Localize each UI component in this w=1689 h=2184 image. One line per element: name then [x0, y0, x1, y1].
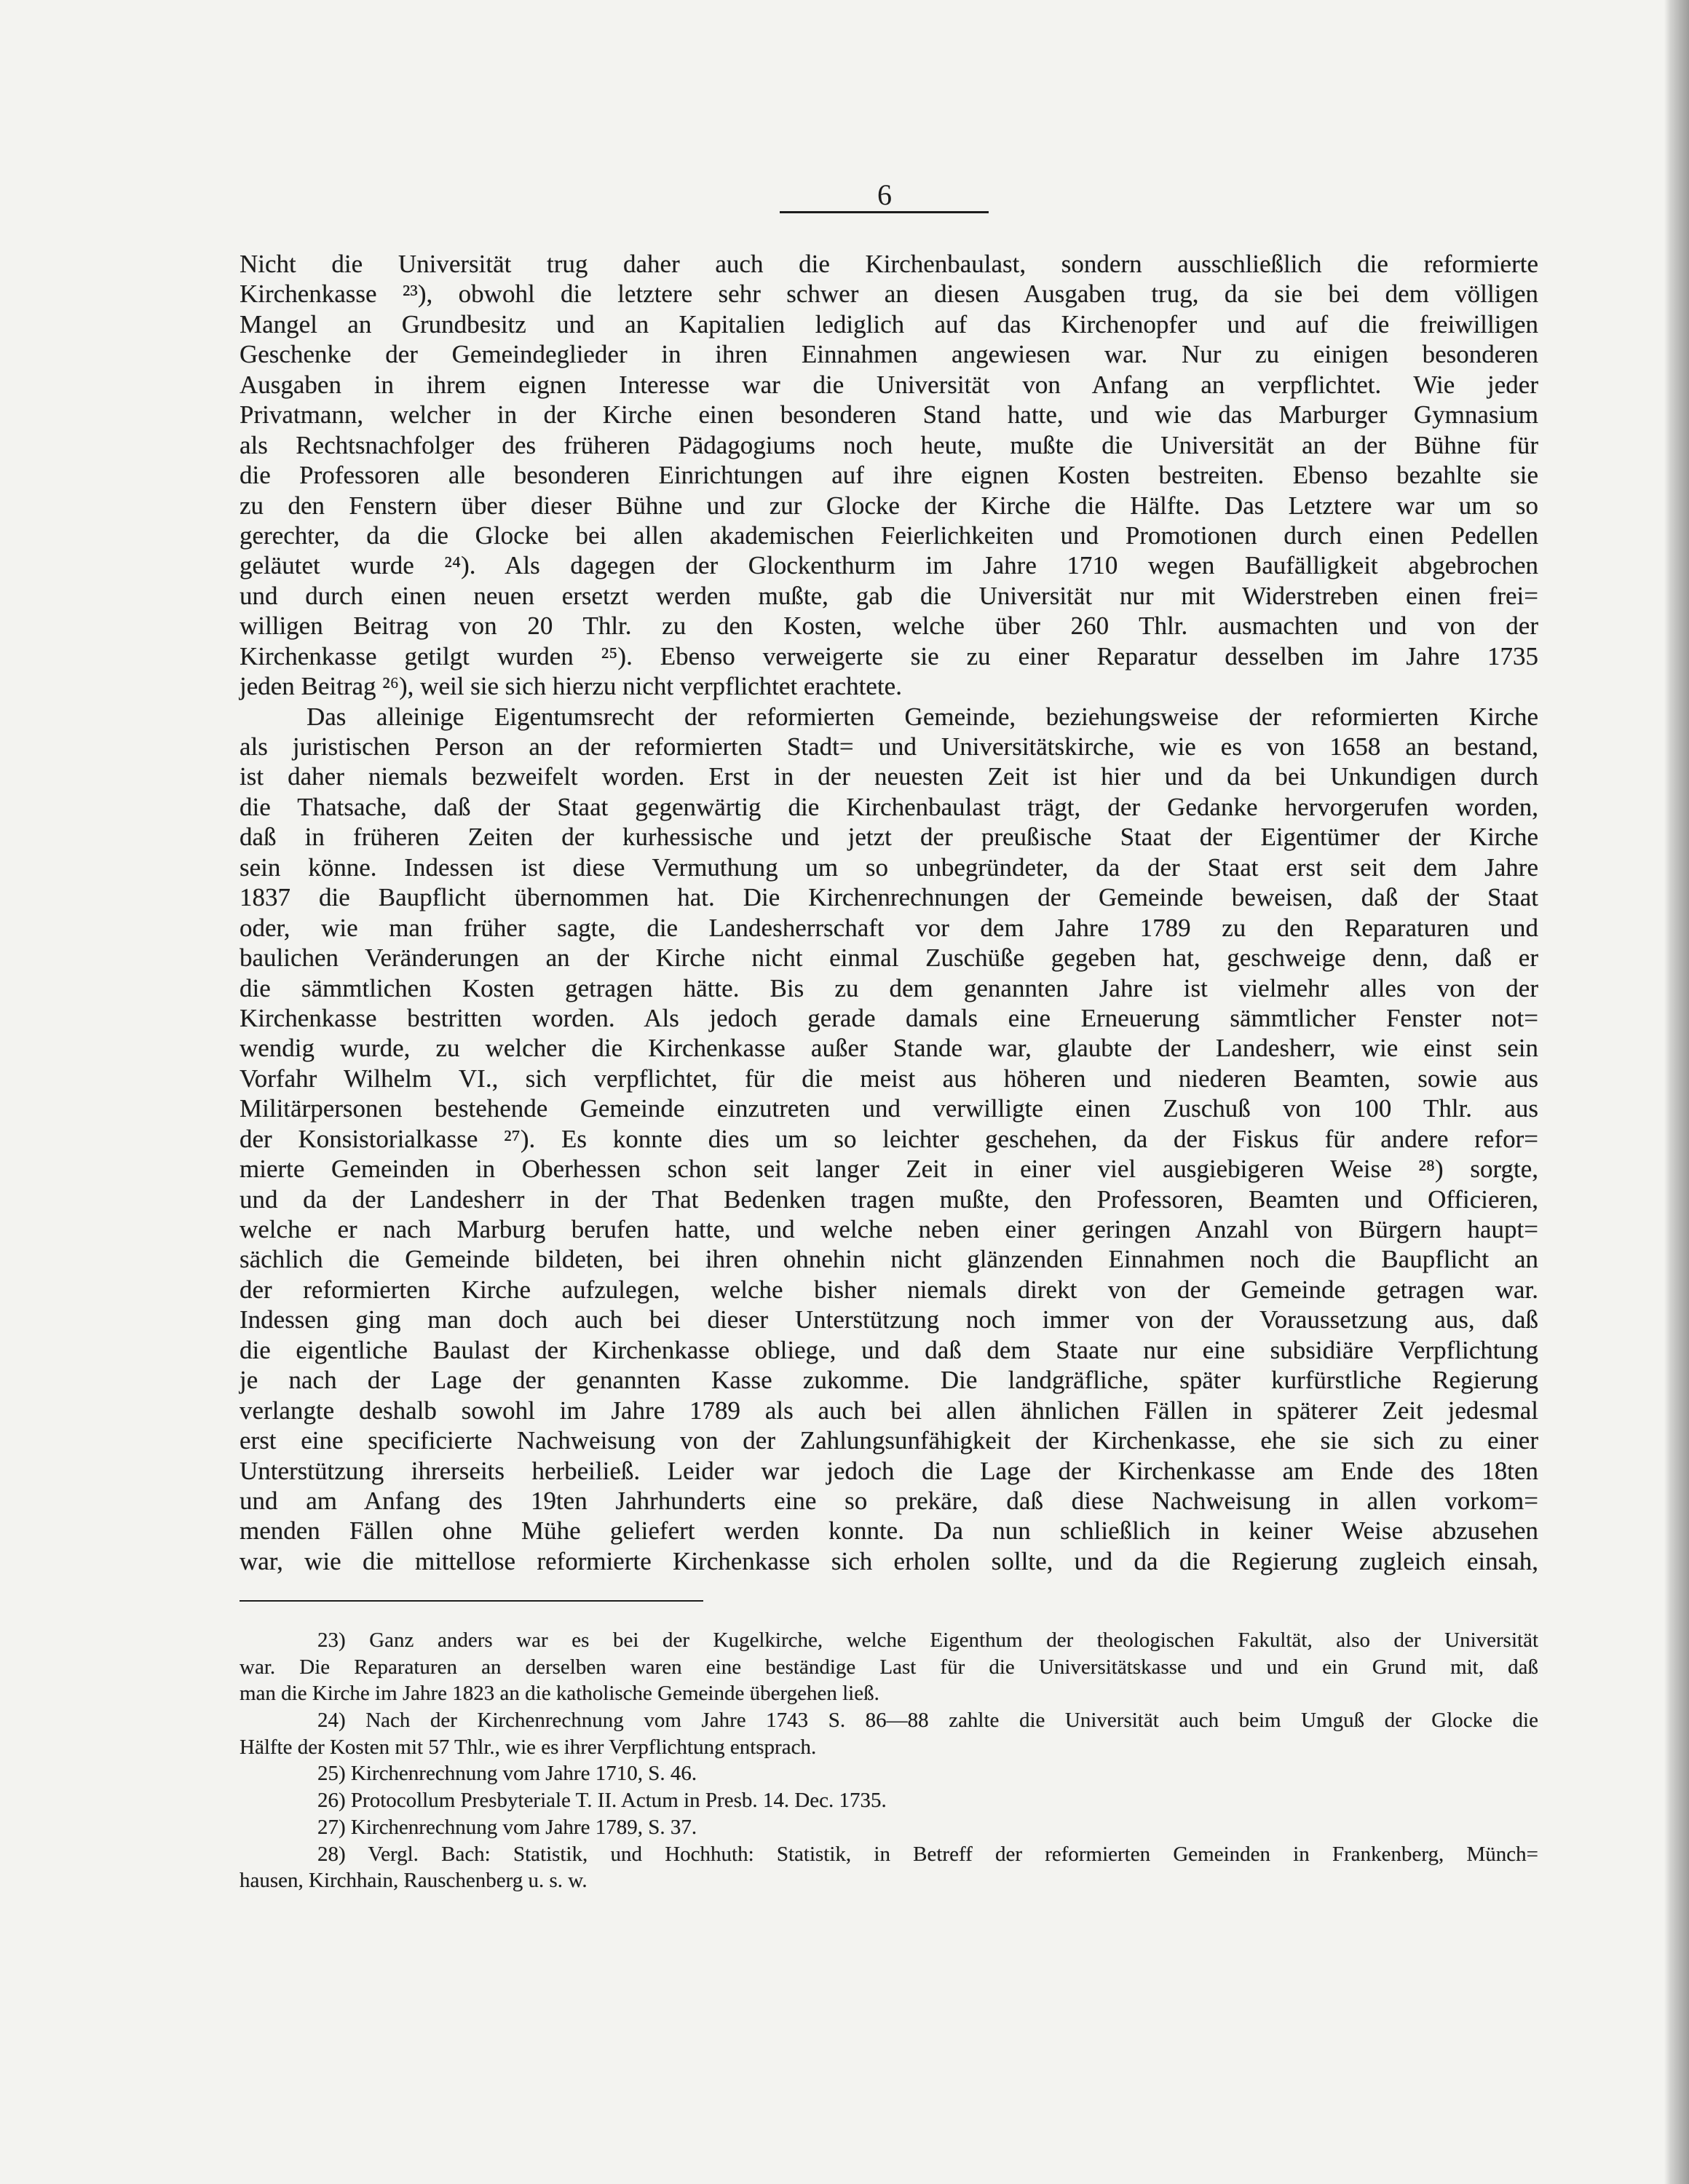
- text-line: Privatmann, welcher in der Kirche einen besonderen Stand hatte, und wie das Marburger Gymnasium: [240, 400, 1538, 430]
- footnote-line: man die Kirche im Jahre 1823 an die katholische Gemeinde übergehen ließ.: [240, 1682, 879, 1706]
- paragraph: [240, 249, 1538, 702]
- footnote-line: 24) Nach der Kirchenrechnung vom Jahre 1743 S. 86—88 zahlte die Universität auch beim Umguß der Glocke die: [317, 1709, 1538, 1733]
- text-line: die Thatsache, daß der Staat gegenwärtig die Kirchenbaulast trägt, der Gedanke hervorgerufen worden,: [240, 792, 1538, 821]
- text-line: Geschenke der Gemeindeglieder in ihren Einnahmen angewiesen war. Nur zu einigen besonderen: [240, 340, 1538, 369]
- text-line: sein könne. Indessen ist diese Vermuthung um so unbegründeter, da der Staat erst seit dem Jahre: [240, 852, 1538, 882]
- footnote: [240, 1707, 1538, 1760]
- footnote-line: Hälfte der Kosten mit 57 Thlr., wie es ihrer Verpflichtung entsprach.: [240, 1735, 817, 1759]
- text-line: jeden Beitrag ²⁶), weil sie sich hierzu nicht verpflichtet erachtete.: [240, 672, 902, 701]
- scan-edge-shadow: [1664, 0, 1689, 2184]
- text-line: Kirchenkasse bestritten worden. Als jedoch gerade damals eine Erneuerung sämmtlicher Fenster not=: [240, 1003, 1538, 1032]
- text-line: Indessen ging man doch auch bei dieser Unterstützung noch immer von der Voraussetzung aus, daß: [240, 1305, 1538, 1334]
- footnote: [240, 1627, 1538, 1707]
- text-line: Militärpersonen bestehende Gemeinde einzutreten und verwilligte einen Zuschuß von 100 Thlr. aus: [240, 1094, 1538, 1123]
- text-line: und durch einen neuen ersetzt werden mußte, gab die Universität nur mit Widerstreben einen frei=: [240, 581, 1538, 610]
- text-line: Kirchenkasse getilgt wurden ²⁵). Ebenso verweigerte sie zu einer Reparatur desselben im Jahre 1735: [240, 641, 1538, 670]
- page-number-rule: [780, 211, 989, 213]
- text-line: und da der Landesherr in der That Bedenken tragen mußte, den Professoren, Beamten und Officieren,: [240, 1184, 1538, 1214]
- text-line: mierte Gemeinden in Oberhessen schon seit langer Zeit in einer viel ausgiebigeren Weise ²⁸) sorgte,: [240, 1155, 1538, 1184]
- footnote-line: 28) Vergl. Bach: Statistik, und Hochhuth: Statistik, in Betreff der reformierten Gemeinden in Frankenberg, Münch=: [317, 1842, 1538, 1866]
- text-line: die sämmtlichen Kosten getragen hätte. Bis zu dem genannten Jahre ist vielmehr alles von der: [240, 973, 1538, 1002]
- text-line: die eigentliche Baulast der Kirchenkasse obliege, und daß dem Staate nur eine subsidiäre Verpflichtung: [240, 1335, 1538, 1364]
- text-line: Nicht die Universität trug daher auch die Kirchenbaulast, sondern ausschließlich die reformierte: [240, 250, 1538, 278]
- footnote: [240, 1814, 1538, 1841]
- text-line: war, wie die mittellose reformierte Kirchenkasse sich erholen sollte, und da die Regierung zugleich einsah,: [240, 1546, 1538, 1575]
- text-line: der Konsistorialkasse ²⁷). Es konnte dies um so leichter geschehen, da der Fiskus für andere refor=: [240, 1124, 1538, 1153]
- footnote-line: 23) Ganz anders war es bei der Kugelkirche, welche Eigenthum der theologischen Fakultät, also der Universität: [317, 1629, 1538, 1652]
- footnote-line: 27) Kirchenrechnung vom Jahre 1789, S. 37.: [317, 1815, 697, 1839]
- text-line: Kirchenkasse ²³), obwohl die letztere sehr schwer an diesen Ausgaben trug, da sie bei dem völligen: [240, 280, 1538, 309]
- text-line: Mangel an Grundbesitz und an Kapitalien lediglich auf das Kirchenopfer und auf die freiwilligen: [240, 309, 1538, 339]
- text-line: daß in früheren Zeiten der kurhessische und jetzt der preußische Staat der Eigentümer der Kirche: [240, 823, 1538, 852]
- text-line: je nach der Lage der genannten Kasse zukomme. Die landgräfliche, später kurfürstliche Regierung: [240, 1366, 1538, 1395]
- text-line: menden Fällen ohne Mühe geliefert werden konnte. Da nun schließlich in keiner Weise abzusehen: [240, 1516, 1538, 1546]
- text-line: wendig wurde, zu welcher die Kirchenkasse außer Stande war, glaubte der Landesherr, wie einst sein: [240, 1034, 1538, 1063]
- text-line: Das alleinige Eigentumsrecht der reformierten Gemeinde, beziehungsweise der reformierten Kirche: [306, 702, 1538, 731]
- footnote: [240, 1841, 1538, 1894]
- text-line: sächlich die Gemeinde bildeten, bei ihren ohnehin nicht glänzenden Einnahmen noch die Baupflicht an: [240, 1245, 1538, 1274]
- text-line: die Professoren alle besonderen Einrichtungen auf ihre eignen Kosten bestreiten. Ebenso bezahlte sie: [240, 461, 1538, 490]
- text-line: der reformierten Kirche aufzulegen, welche bisher niemals direkt von der Gemeinde getragen war.: [240, 1275, 1538, 1304]
- text-line: Ausgaben in ihrem eignen Interesse war die Universität von Anfang an verpflichtet. Wie jeder: [240, 370, 1538, 399]
- paragraph: [240, 702, 1538, 1577]
- text-line: als Rechtsnachfolger des früheren Pädagogiums noch heute, mußte die Universität an der Bühne für: [240, 430, 1538, 459]
- footnote: [240, 1787, 1538, 1814]
- text-line: willigen Beitrag von 20 Thlr. zu den Kosten, welche über 260 Thlr. ausmachten und von der: [240, 612, 1538, 641]
- text-line: welche er nach Marburg berufen hatte, und welche neben einer geringen Anzahl von Bürgern haupt=: [240, 1215, 1538, 1243]
- text-line: baulichen Veränderungen an der Kirche nicht einmal Zuschüße gegeben hat, geschweige denn, daß er: [240, 943, 1538, 973]
- footnote: [240, 1760, 1538, 1787]
- footnotes: [240, 1627, 1538, 1894]
- text-line: erst eine specificierte Nachweisung von der Zahlungsunfähigkeit der Kirchenkasse, ehe sie sich zu einer: [240, 1426, 1538, 1455]
- text-line: geläutet wurde ²⁴). Als dagegen der Glockenthurm im Jahre 1710 wegen Baufälligkeit abgebrochen: [240, 551, 1538, 580]
- body-text: [240, 249, 1538, 1576]
- text-line: Unterstützung ihrerseits herbeiließ. Leider war jedoch die Lage der Kirchenkasse am Ende des 18ten: [240, 1456, 1538, 1485]
- text-line: oder, wie man früher sagte, die Landesherrschaft vor dem Jahre 1789 zu den Reparaturen und: [240, 913, 1538, 942]
- page-number: 6: [877, 178, 892, 211]
- text-line: 1837 die Baupflicht übernommen hat. Die Kirchenrechnungen der Gemeinde beweisen, daß der Staat: [240, 883, 1538, 912]
- footnote-line: war. Die Reparaturen an derselben waren eine beständige Last für die Universitätskasse und und ein Grund mit, daß: [240, 1655, 1538, 1679]
- footnote-rule: [240, 1600, 703, 1602]
- text-line: verlangte deshalb sowohl im Jahre 1789 als auch bei allen ähnlichen Fällen in späterer Zeit jedesmal: [240, 1396, 1538, 1425]
- footnote-line: 25) Kirchenrechnung vom Jahre 1710, S. 46.: [317, 1762, 697, 1786]
- text-line: und am Anfang des 19ten Jahrhunderts eine so prekäre, daß diese Nachweisung in allen vorkom=: [240, 1486, 1538, 1515]
- footnote-line: 26) Protocollum Presbyteriale T. II. Actum in Presb. 14. Dec. 1735.: [317, 1789, 887, 1813]
- text-line: Vorfahr Wilhelm VI., sich verpflichtet, für die meist aus höheren und niederen Beamten, sowie aus: [240, 1064, 1538, 1093]
- text-line: gerechter, da die Glocke bei allen akademischen Feierlichkeiten und Promotionen durch einen Pedellen: [240, 521, 1538, 550]
- text-line: ist daher niemals bezweifelt worden. Erst in der neuesten Zeit ist hier und da bei Unkundigen durch: [240, 762, 1538, 791]
- text-line: als juristischen Person an der reformierten Stadt= und Universitätskirche, wie es von 1658 an bestand,: [240, 732, 1538, 761]
- text-line: zu den Fenstern über dieser Bühne und zur Glocke der Kirche die Hälfte. Das Letztere war um so: [240, 491, 1538, 520]
- footnote-line: hausen, Kirchhain, Rauschenberg u. s. w.: [240, 1869, 588, 1893]
